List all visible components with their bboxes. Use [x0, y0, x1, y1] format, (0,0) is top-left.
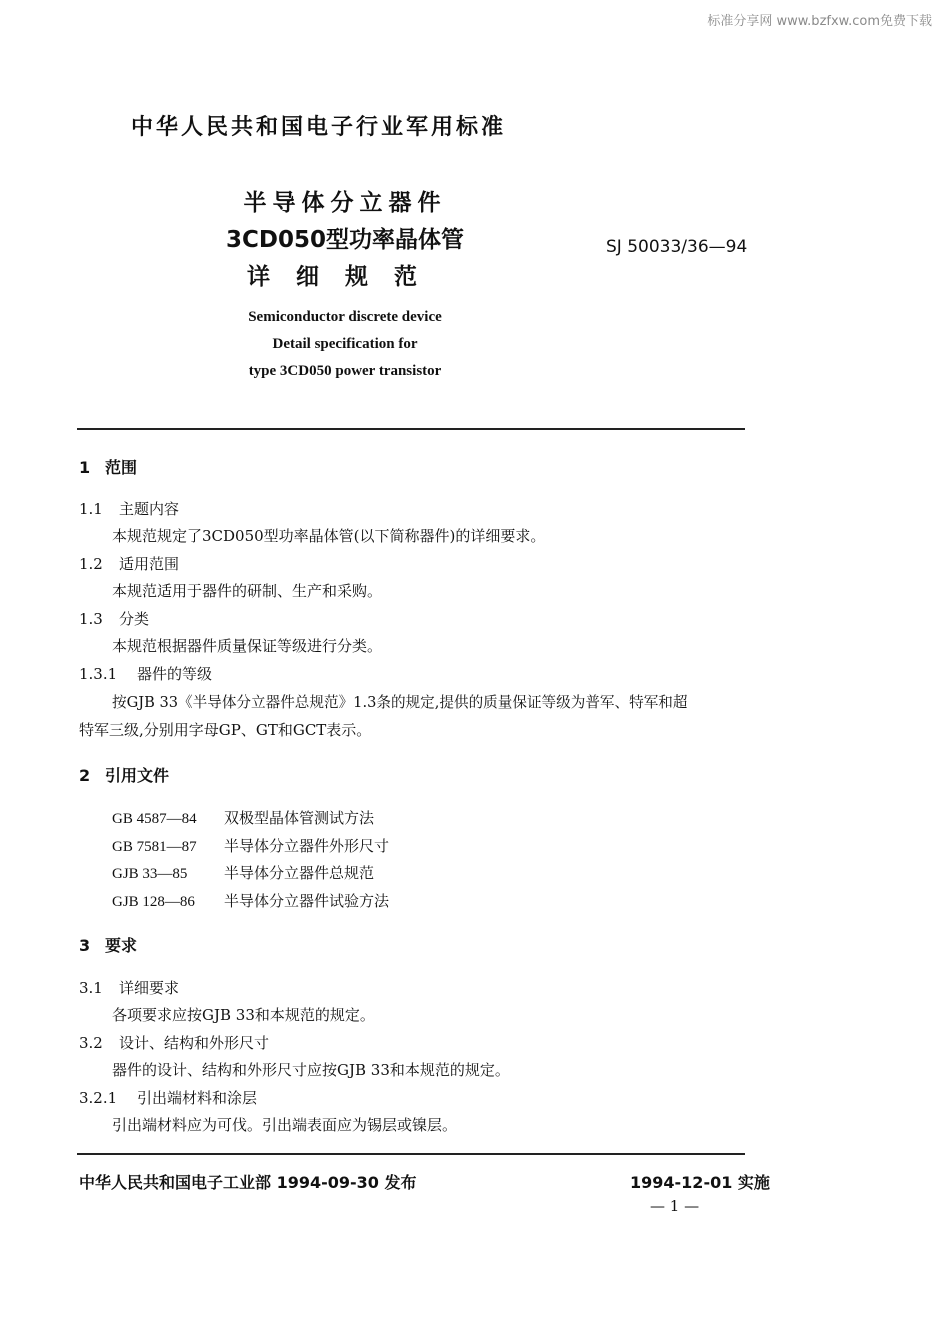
header-divider — [77, 428, 745, 430]
subsection-number: 3.2.1 — [79, 1089, 118, 1107]
paragraph: 器件的设计、结构和外形尺寸应按GJB 33和本规范的规定。 — [112, 1061, 510, 1079]
section-title: 要求 — [105, 936, 138, 955]
english-title-line3: type 3CD050 power transistor — [248, 363, 442, 379]
subsection-1-1-heading — [79, 498, 179, 519]
subsection-title: 详细要求 — [119, 979, 180, 997]
reference-name: 半导体分立器件外形尺寸 — [224, 837, 390, 855]
document-title-line3: 详细规范 — [247, 264, 443, 290]
subsection-number: 3.1 — [79, 979, 103, 997]
subsection-number: 1.3 — [79, 610, 103, 628]
section-1-heading — [79, 455, 137, 478]
document-title-line2: 3CD050型功率晶体管 — [226, 227, 464, 253]
reference-name: 半导体分立器件总规范 — [224, 864, 375, 882]
paragraph: 按GJB 33《半导体分立器件总规范》1.3条的规定,提供的质量保证等级为普军、特军和超 — [112, 694, 688, 711]
section-number: 1 — [79, 458, 91, 477]
section-3-heading — [79, 933, 137, 956]
subsection-title: 主题内容 — [119, 500, 180, 518]
subsection-number: 3.2 — [79, 1034, 103, 1052]
reference-name: 双极型晶体管测试方法 — [224, 809, 375, 827]
subsection-number: 1.2 — [79, 555, 103, 573]
watermark: 标准分享网 www.bzfxw.com免费下载 — [707, 14, 932, 29]
reference-code: GB 4587—84 — [112, 811, 197, 827]
paragraph: 引出端材料应为可伐。引出端表面应为锡层或镍层。 — [112, 1116, 458, 1134]
section-number: 2 — [79, 766, 91, 785]
subsection-title: 分类 — [119, 610, 150, 628]
page-number: — 1 — — [650, 1197, 700, 1215]
reference-code: GB 7581—87 — [112, 839, 197, 855]
subsection-title: 器件的等级 — [137, 665, 213, 683]
subsection-1-3-heading — [79, 608, 149, 629]
section-2-heading — [79, 763, 169, 786]
section-title: 引用文件 — [105, 766, 170, 785]
reference-item — [112, 835, 389, 856]
paragraph: 各项要求应按GJB 33和本规范的规定。 — [112, 1006, 375, 1024]
paragraph: 本规范规定了3CD050型功率晶体管(以下简称器件)的详细要求。 — [112, 527, 546, 545]
section-title: 范围 — [105, 458, 138, 477]
footer-divider — [77, 1153, 745, 1155]
subsection-3-2-heading — [79, 1032, 269, 1053]
reference-item — [112, 807, 374, 828]
reference-item — [112, 862, 374, 883]
subsection-3-1-heading — [79, 977, 179, 998]
issue-statement: 中华人民共和国电子工业部 1994-09-30 发布 — [79, 1173, 417, 1192]
reference-item — [112, 890, 389, 911]
standard-code: SJ 50033/36—94 — [606, 237, 748, 257]
subsection-number: 1.3.1 — [79, 665, 118, 683]
subsection-title: 引出端材料和涂层 — [137, 1089, 258, 1107]
reference-name: 半导体分立器件试验方法 — [224, 892, 390, 910]
reference-code: GJB 33—85 — [112, 866, 188, 882]
reference-code: GJB 128—86 — [112, 894, 195, 910]
paragraph: 本规范根据器件质量保证等级进行分类。 — [112, 637, 383, 655]
paragraph: 本规范适用于器件的研制、生产和采购。 — [112, 582, 383, 600]
subsection-1-3-1-heading — [79, 663, 212, 684]
standard-title: 中华人民共和国电子行业军用标准 — [131, 115, 507, 140]
english-title-line2: Detail specification for — [272, 336, 418, 352]
english-title-line1: Semiconductor discrete device — [248, 309, 442, 325]
subsection-1-2-heading — [79, 553, 179, 574]
paragraph-continuation: 特军三级,分别用字母GP、GT和GCT表示。 — [79, 721, 372, 739]
subsection-title: 适用范围 — [119, 555, 180, 573]
subsection-title: 设计、结构和外形尺寸 — [119, 1034, 270, 1052]
effective-date: 1994-12-01 实施 — [630, 1173, 770, 1192]
subsection-3-2-1-heading — [79, 1087, 257, 1108]
section-number: 3 — [79, 936, 91, 955]
subsection-number: 1.1 — [79, 500, 103, 518]
document-title-line1: 半导体分立器件 — [243, 190, 447, 216]
